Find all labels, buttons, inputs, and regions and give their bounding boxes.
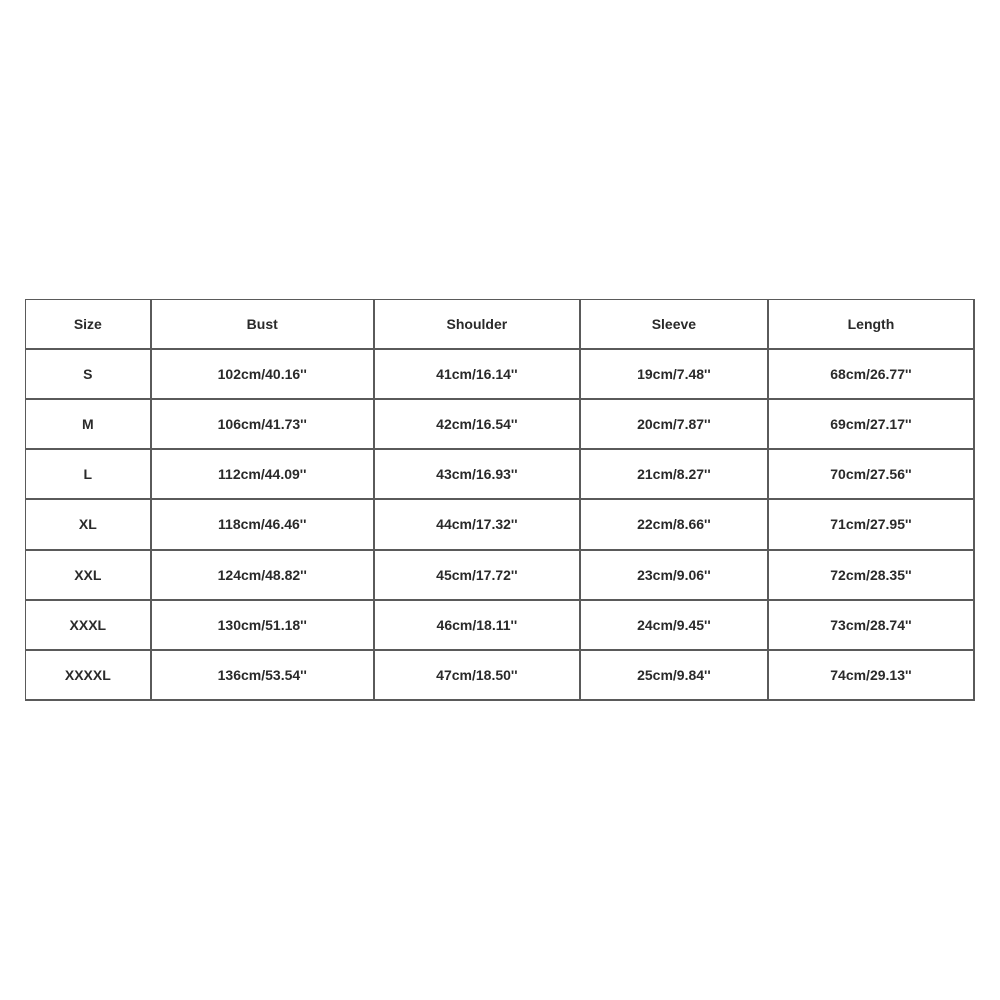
table-row bbox=[26, 350, 975, 400]
cell-bust: 124cm/48.82'' bbox=[152, 551, 375, 601]
cell-shoulder: 47cm/18.50'' bbox=[375, 651, 581, 701]
cell-length: 68cm/26.77'' bbox=[769, 350, 975, 400]
cell-sleeve: 23cm/9.06'' bbox=[581, 551, 769, 601]
cell-length: 69cm/27.17'' bbox=[769, 400, 975, 450]
table-row bbox=[26, 400, 975, 450]
cell-sleeve: 22cm/8.66'' bbox=[581, 500, 769, 550]
cell-sleeve: 21cm/8.27'' bbox=[581, 450, 769, 500]
cell-shoulder: 45cm/17.72'' bbox=[375, 551, 581, 601]
cell-size: XXXL bbox=[26, 601, 152, 651]
cell-size: XL bbox=[26, 500, 152, 550]
table-row bbox=[26, 551, 975, 601]
header-bust: Bust bbox=[152, 300, 375, 350]
table-row bbox=[26, 651, 975, 701]
cell-shoulder: 46cm/18.11'' bbox=[375, 601, 581, 651]
header-row bbox=[26, 300, 975, 350]
cell-sleeve: 24cm/9.45'' bbox=[581, 601, 769, 651]
cell-length: 70cm/27.56'' bbox=[769, 450, 975, 500]
header-length: Length bbox=[769, 300, 975, 350]
cell-size: XXL bbox=[26, 551, 152, 601]
cell-bust: 106cm/41.73'' bbox=[152, 400, 375, 450]
header-size: Size bbox=[26, 300, 152, 350]
cell-sleeve: 20cm/7.87'' bbox=[581, 400, 769, 450]
table-row bbox=[26, 450, 975, 500]
cell-bust: 112cm/44.09'' bbox=[152, 450, 375, 500]
cell-size: XXXXL bbox=[26, 651, 152, 701]
cell-sleeve: 25cm/9.84'' bbox=[581, 651, 769, 701]
table-row bbox=[26, 601, 975, 651]
header-shoulder: Shoulder bbox=[375, 300, 581, 350]
cell-sleeve: 19cm/7.48'' bbox=[581, 350, 769, 400]
table-row bbox=[26, 500, 975, 550]
size-chart-table bbox=[25, 299, 975, 701]
cell-shoulder: 42cm/16.54'' bbox=[375, 400, 581, 450]
cell-length: 72cm/28.35'' bbox=[769, 551, 975, 601]
header-sleeve: Sleeve bbox=[581, 300, 769, 350]
cell-shoulder: 44cm/17.32'' bbox=[375, 500, 581, 550]
cell-shoulder: 41cm/16.14'' bbox=[375, 350, 581, 400]
cell-bust: 102cm/40.16'' bbox=[152, 350, 375, 400]
cell-bust: 130cm/51.18'' bbox=[152, 601, 375, 651]
cell-bust: 136cm/53.54'' bbox=[152, 651, 375, 701]
cell-size: L bbox=[26, 450, 152, 500]
cell-length: 74cm/29.13'' bbox=[769, 651, 975, 701]
cell-shoulder: 43cm/16.93'' bbox=[375, 450, 581, 500]
cell-bust: 118cm/46.46'' bbox=[152, 500, 375, 550]
cell-length: 71cm/27.95'' bbox=[769, 500, 975, 550]
cell-size: M bbox=[26, 400, 152, 450]
cell-size: S bbox=[26, 350, 152, 400]
cell-length: 73cm/28.74'' bbox=[769, 601, 975, 651]
